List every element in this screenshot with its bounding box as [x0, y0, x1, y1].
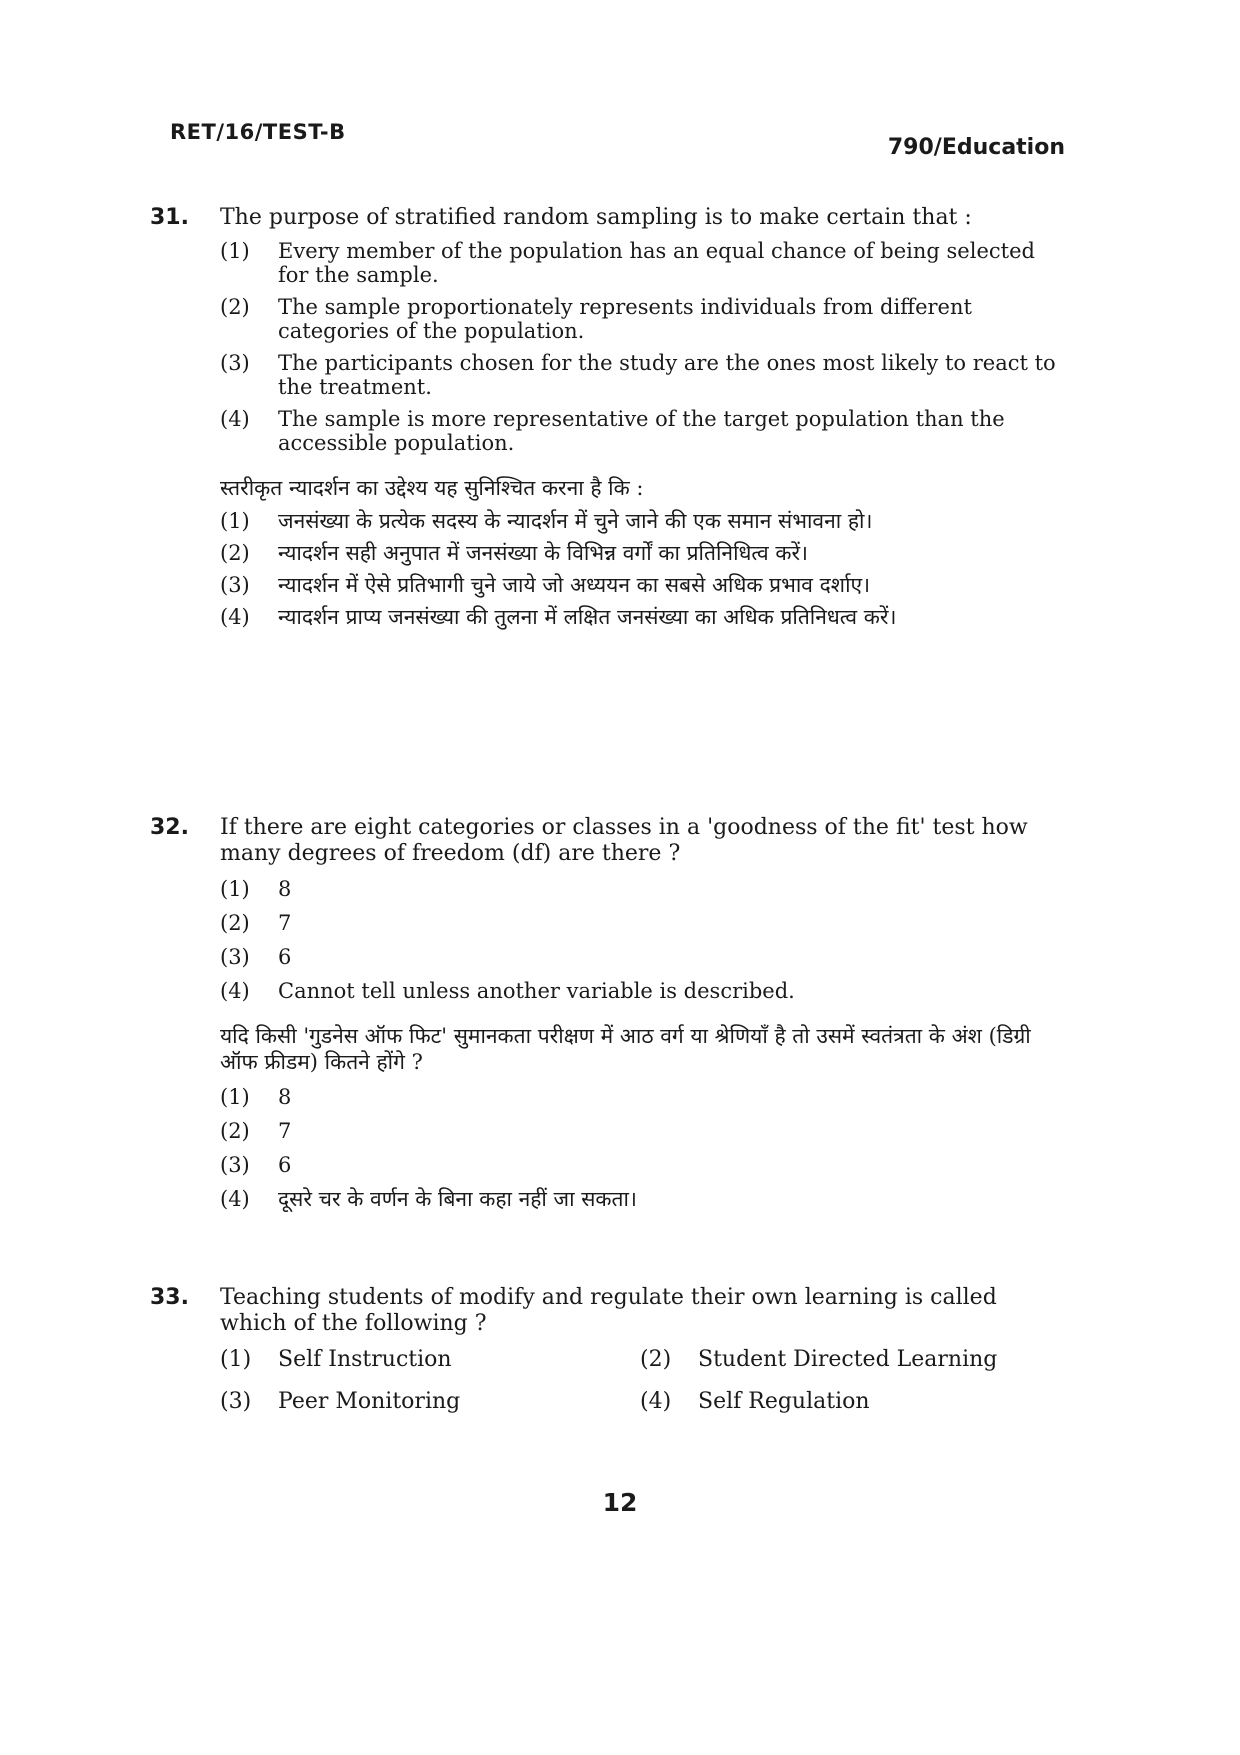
option-text: न्यादर्शन सही अनुपात में जनसंख्या के विभिन्न वर्गों का प्रतिनिधित्व करें।	[278, 541, 809, 565]
option-number: (1)	[220, 509, 250, 533]
option-hi-3	[220, 1153, 1065, 1177]
option-text: Self Instruction	[278, 1347, 452, 1372]
option-text: न्यादर्शन में ऐसे प्रतिभागी चुने जाये जो अध्ययन का सबसे अधिक प्रभाव दर्शाए।	[278, 573, 871, 597]
option-text: The sample is more representative of the target population than the accessible population.	[278, 407, 1005, 455]
option-number: (2)	[220, 295, 250, 319]
option-hi-4	[220, 1187, 1065, 1211]
option-en-3	[220, 351, 1065, 399]
option-text: Peer Monitoring	[278, 1389, 461, 1414]
option-number: (2)	[220, 541, 250, 565]
option-text: 8	[278, 1085, 292, 1109]
question-number: 33.	[150, 1285, 189, 1310]
option-text: Cannot tell unless another variable is described.	[278, 979, 795, 1003]
option-text: न्यादर्शन प्राप्य जनसंख्या की तुलना में लक्षित जनसंख्या का अधिक प्रतिनिधत्व करें।	[278, 605, 897, 629]
option-text: 7	[278, 911, 292, 935]
option-text: 6	[278, 1153, 292, 1177]
question-text-en: If there are eight categories or classes in a 'goodness of the fit' test how many degrees of freedom (df) are there ?	[220, 815, 1028, 866]
option-number: (1)	[220, 877, 250, 901]
option-en-1	[220, 239, 1065, 287]
question-32	[150, 815, 1065, 1211]
option-text: The participants chosen for the study are the ones most likely to react to the treatment.	[278, 351, 1056, 399]
option-number: (2)	[220, 911, 250, 935]
option-en-4	[220, 979, 1065, 1003]
question-33	[150, 1285, 1065, 1415]
option-text: Self Regulation	[698, 1389, 870, 1414]
option-en-4	[220, 407, 1065, 455]
option-number: (1)	[220, 239, 250, 263]
question-text-hi: यदि किसी 'गुडनेस ऑफ फिट' सुमानकता परीक्षण में आठ वर्ग या श्रेणियाँ है तो उसमें स्वतंत्रता के अंश (डिग्री ऑफ फ्रीडम) कितने होंगे ?	[220, 1024, 1031, 1074]
option-text: दूसरे चर के वर्णन के बिना कहा नहीं जा सकता।	[278, 1187, 637, 1211]
option-number: (3)	[220, 573, 250, 597]
option-number: (1)	[220, 1347, 252, 1372]
question-number: 32.	[150, 815, 189, 840]
option-en-1	[220, 1347, 640, 1373]
page-number: 12	[602, 1488, 638, 1517]
question-text-hi: स्तरीकृत न्यादर्शन का उद्देश्य यह सुनिश्चित करना है कि :	[220, 476, 644, 500]
option-number: (4)	[220, 407, 250, 431]
option-en-2	[640, 1347, 1060, 1373]
option-text: Student Directed Learning	[698, 1347, 998, 1372]
option-text: 7	[278, 1119, 292, 1143]
option-hi-1	[220, 1085, 1065, 1109]
option-number: (3)	[220, 945, 250, 969]
question-number: 31.	[150, 205, 189, 230]
question-text-en: Teaching students of modify and regulate their own learning is called which of the following ?	[220, 1285, 997, 1336]
option-text: 6	[278, 945, 292, 969]
option-number: (3)	[220, 351, 250, 375]
option-number: (4)	[220, 605, 250, 629]
option-en-2	[220, 295, 1065, 343]
option-number: (3)	[220, 1389, 252, 1414]
option-text: जनसंख्या के प्रत्येक सदस्य के न्यादर्शन में चुने जाने की एक समान संभावना हो।	[278, 509, 873, 533]
option-number: (2)	[640, 1347, 672, 1372]
option-hi-1	[220, 509, 1065, 533]
option-number: (4)	[220, 1187, 250, 1211]
option-text: The sample proportionately represents individuals from different categories of the population.	[278, 295, 972, 343]
option-text: Every member of the population has an equal chance of being selected for the sample.	[278, 239, 1035, 287]
option-hi-2	[220, 1119, 1065, 1143]
option-text: 8	[278, 877, 292, 901]
subject-code: 790/Education	[887, 135, 1065, 160]
options-grid	[220, 1347, 1065, 1415]
question-31	[150, 205, 1065, 629]
option-hi-4	[220, 605, 1065, 629]
option-en-2	[220, 911, 1065, 935]
option-number: (2)	[220, 1119, 250, 1143]
option-en-4	[640, 1389, 1060, 1415]
option-number: (1)	[220, 1085, 250, 1109]
test-code: RET/16/TEST-B	[170, 120, 346, 144]
question-text-en: The purpose of stratified random sampling is to make certain that :	[220, 205, 972, 230]
option-number: (4)	[640, 1389, 672, 1414]
option-en-3	[220, 945, 1065, 969]
option-number: (4)	[220, 979, 250, 1003]
option-hi-3	[220, 573, 1065, 597]
option-hi-2	[220, 541, 1065, 565]
option-en-1	[220, 877, 1065, 901]
option-number: (3)	[220, 1153, 250, 1177]
option-en-3	[220, 1389, 640, 1415]
